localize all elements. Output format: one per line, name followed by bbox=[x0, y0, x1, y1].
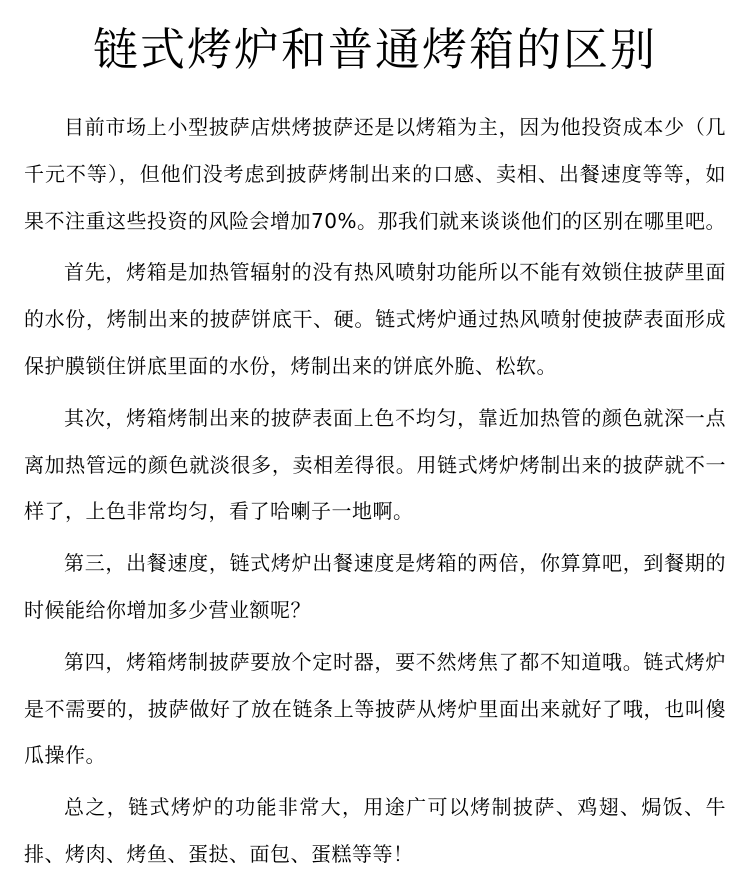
paragraph-first: 首先，烤箱是加热管辐射的没有热风喷射功能所以不能有效锁住披萨里面的水份，烤制出来的披萨饼底干、硬。链式烤炉通过热风喷射使披萨表面形成保护膜锁住饼底里面的水份，烤制出来的饼底外脆、松软。 bbox=[24, 260, 726, 378]
paragraph-conclusion: 总之，链式烤炉的功能非常大，用途广可以烤制披萨、鸡翅、焗饭、牛排、烤肉、烤鱼、蛋挞、面包、蛋糕等等！ bbox=[24, 795, 726, 866]
paragraph-third: 第三，出餐速度，链式烤炉出餐速度是烤箱的两倍，你算算吧，到餐期的时候能给你增加多少营业额呢？ bbox=[24, 551, 726, 622]
article-title: 链式烤炉和普通烤箱的区别 bbox=[92, 23, 657, 76]
paragraph-fourth: 第四，烤箱烤制披萨要放个定时器，要不然烤焦了都不知道哦。链式烤炉是不需要的，披萨做好了放在链条上等披萨从烤炉里面出来就好了哦，也叫傻瓜操作。 bbox=[24, 649, 726, 768]
article-body bbox=[24, 104, 726, 878]
paragraph-second: 其次，烤箱烤制出来的披萨表面上色不均匀，靠近加热管的颜色就深一点离加热管远的颜色就淡很多，卖相差得很。用链式烤炉烤制出来的披萨就不一样了，上色非常均匀，看了哈喇子一地啊。 bbox=[24, 405, 726, 524]
paragraph-intro: 目前市场上小型披萨店烘烤披萨还是以烤箱为主，因为他投资成本少（几千元不等），但他们没考虑到披萨烤制出来的口感、卖相、出餐速度等等，如果不注重这些投资的风险会增加70%。那我们就来谈谈他们的区别在哪里吧。 bbox=[24, 115, 726, 233]
